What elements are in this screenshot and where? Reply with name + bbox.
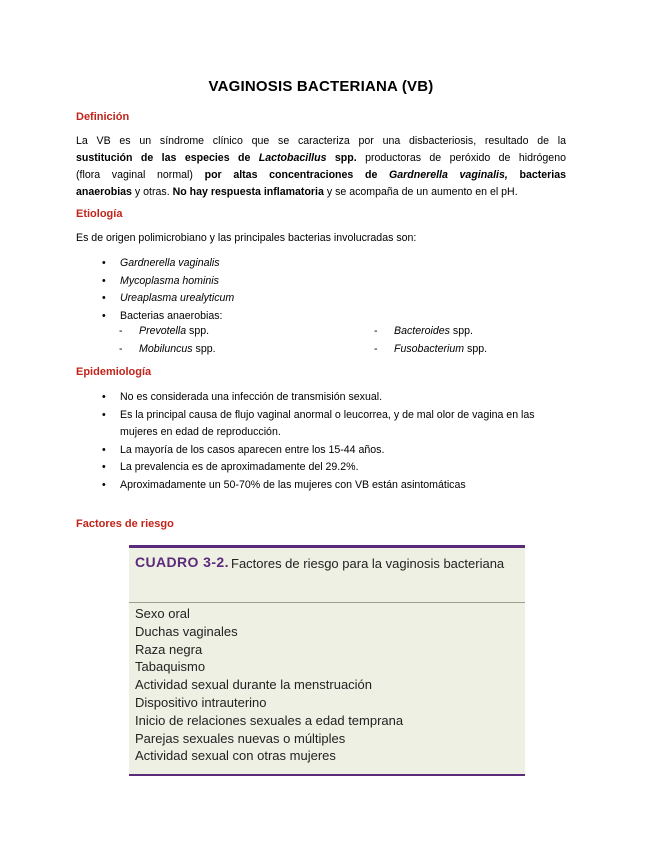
text: Bacteroides [394, 325, 450, 337]
text: Aproximadamente un 50-70% de las mujeres con VB están asintomáticas [120, 478, 466, 491]
text: Fusobacterium [394, 343, 465, 355]
list-item: Tabaquismo [135, 659, 206, 675]
cuadro-title: Factores de riesgo para la vaginosis bacteriana [231, 556, 505, 571]
text: bacterias [507, 169, 567, 181]
epidemiologia-list [76, 389, 566, 494]
text: La prevalencia es de aproximadamente del 29.2%. [120, 461, 359, 473]
text: anaerobias [76, 186, 132, 198]
list-item [76, 273, 566, 291]
list-item [76, 477, 566, 495]
bullet-icon: • [102, 478, 106, 491]
sub-item [374, 343, 487, 355]
dash-icon: - [119, 343, 123, 355]
cuadro-factores-riesgo [129, 545, 525, 776]
bullet-icon: • [102, 309, 106, 322]
dash-icon: - [374, 343, 378, 355]
sub-item [119, 343, 216, 355]
text: y otras. [131, 186, 173, 198]
bullet-icon: • [102, 274, 106, 287]
list-item: Parejas sexuales nuevas o múltiples [135, 730, 346, 746]
text: spp. [464, 343, 488, 355]
etiologia-list [76, 255, 566, 325]
list-item: Dispositivo intrauterino [135, 694, 267, 710]
text: No es considerada una infección de transmisión sexual. [120, 391, 383, 403]
list-item [76, 407, 566, 442]
list-item: Duchas vaginales [135, 623, 238, 639]
bullet-icon: • [102, 408, 106, 421]
bullet-icon: • [102, 292, 106, 304]
bullet-icon: • [102, 461, 106, 473]
list-item: Actividad sexual durante la menstruación [135, 677, 373, 693]
page-title: VAGINOSIS BACTERIANA (VB) [208, 78, 434, 95]
cuadro-header [135, 554, 519, 594]
text: Gardnerella vaginalis, [389, 169, 508, 181]
list-item: Inicio de relaciones sexuales a edad temprana [135, 712, 404, 728]
text: Bacterias anaerobias: [120, 309, 223, 322]
text: Es la principal causa de flujo vaginal anormal o leucorrea, y de mal olor de vagina en las mujeres en edad de reproducción. [120, 408, 535, 438]
dash-icon: - [374, 325, 378, 337]
text: productoras de peróxido de hidrógeno [356, 152, 566, 164]
bullet-icon: • [102, 257, 106, 269]
list-item: Raza negra [135, 641, 203, 657]
text: spp. [326, 152, 357, 164]
divider [129, 602, 525, 603]
text: Lactobacillus [258, 152, 327, 164]
list-item [76, 459, 566, 477]
text: spp. [449, 325, 473, 337]
definicion-line-1 [76, 133, 566, 150]
text: La mayoría de los casos aparecen entre los 15-44 años. [120, 443, 385, 456]
text: (flora vaginal normal) [76, 169, 205, 181]
definicion-line-2 [76, 150, 566, 167]
text: sustitución de las especies de [76, 152, 259, 164]
sub-item [119, 325, 209, 337]
etiologia-heading: Etiología [76, 208, 123, 220]
text: spp. [192, 343, 216, 355]
text: Mycoplasma hominis [120, 274, 219, 287]
list-item [76, 442, 566, 460]
definicion-line-4 [76, 184, 566, 201]
text: y se acompaña de un aumento en el pH. [323, 186, 518, 198]
list-item: Sexo oral [135, 606, 190, 621]
text: por altas concentraciones de [204, 169, 389, 181]
text: No hay respuesta inflamatoria [172, 186, 324, 198]
text: spp. [186, 325, 210, 337]
list-item [76, 308, 566, 326]
text: La VB es un síndrome clínico que se caracteriza por una disbacteriosis, resultado de la [76, 135, 566, 147]
epidemiologia-heading: Epidemiología [76, 366, 152, 378]
sub-item [374, 325, 473, 337]
etiologia-intro: Es de origen polimicrobiano y las principales bacterias involucradas son: [76, 232, 417, 244]
definicion-line-3 [76, 167, 566, 184]
cuadro-label: CUADRO 3-2. [135, 554, 229, 570]
list-item [76, 255, 566, 273]
cuadro-list [135, 605, 403, 765]
bullet-icon: • [102, 391, 106, 403]
bullet-icon: • [102, 443, 106, 456]
factores-heading: Factores de riesgo [76, 518, 174, 530]
text: Ureaplasma urealyticum [120, 292, 235, 304]
list-item [76, 389, 566, 407]
list-item [76, 290, 566, 308]
list-item: Actividad sexual con otras mujeres [135, 748, 336, 764]
text: Prevotella [139, 325, 187, 337]
definicion-heading: Definición [76, 111, 130, 123]
text: Gardnerella vaginalis [120, 257, 220, 269]
dash-icon: - [119, 325, 123, 337]
text: Mobiluncus [139, 343, 193, 355]
definicion-paragraph [76, 133, 566, 201]
